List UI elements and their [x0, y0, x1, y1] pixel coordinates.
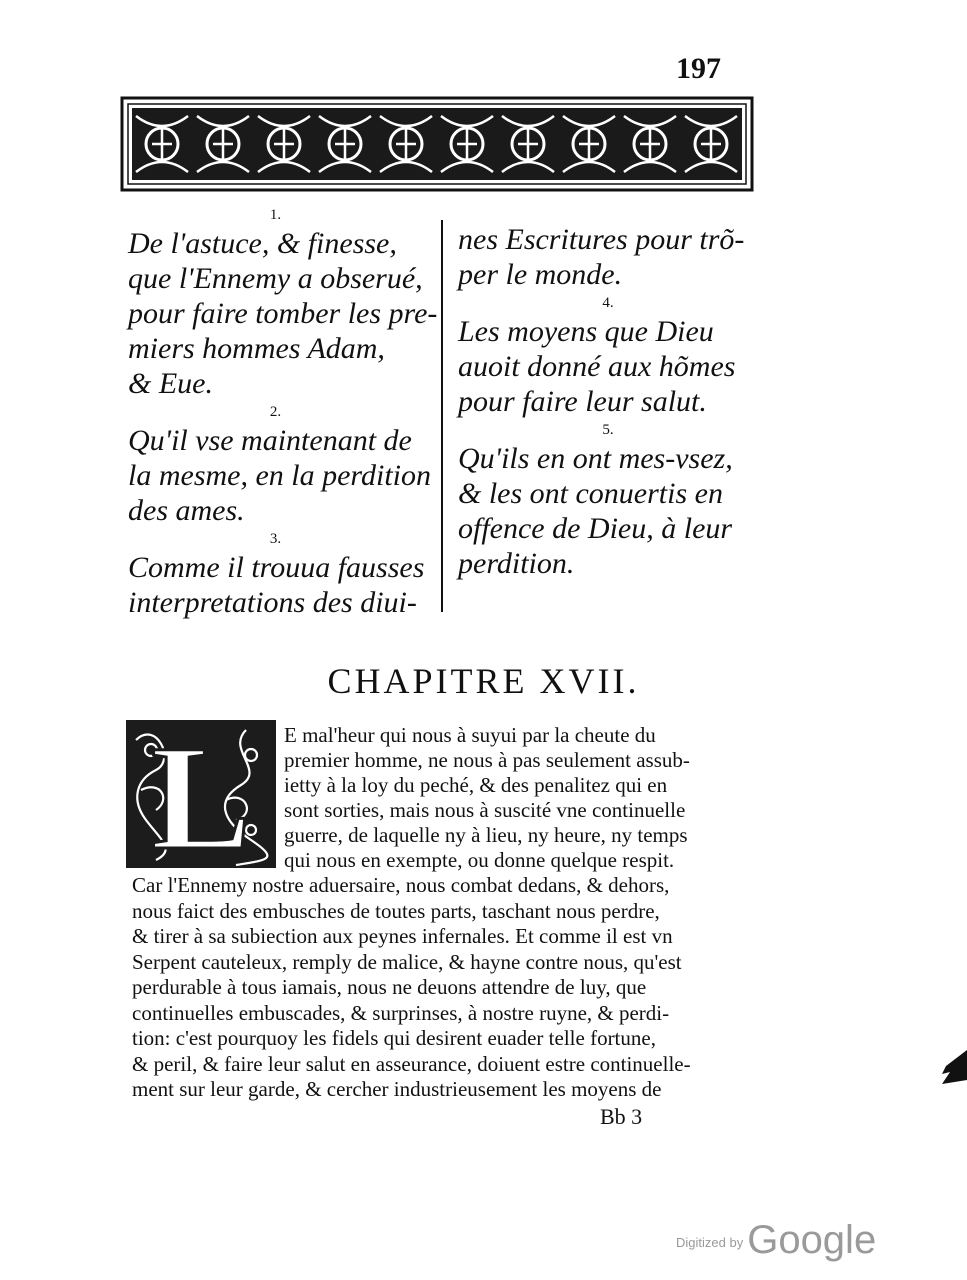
- item-line: la mesme, en la perdition: [128, 459, 432, 492]
- chapter-title: CHAPITRE XVII.: [327, 661, 640, 701]
- item-line: & Eue.: [128, 367, 213, 400]
- item-number: 3.: [269, 531, 282, 547]
- body-line: perdurable à tous iamais, nous ne deuons attendre de luy, que: [132, 975, 647, 999]
- body-line: premier homme, ne nous à pas seulement assub-: [284, 748, 690, 772]
- watermark-brand: Google: [747, 1218, 877, 1262]
- body-line: qui nous en exempte, ou donne quelque respit.: [284, 848, 675, 872]
- item-line: Qu'il vse maintenant de: [128, 424, 412, 457]
- body-line: & tirer à sa subiection aux peynes infernales. Et comme il est vn: [132, 924, 673, 948]
- item-number: 4.: [602, 295, 614, 311]
- body-line: Car l'Ennemy nostre aduersaire, nous combat dedans, & dehors,: [132, 873, 670, 897]
- item-line: interpretations des diui-: [128, 586, 417, 619]
- ornamental-headband-icon: [120, 96, 754, 192]
- decorated-initial-icon: [126, 720, 276, 868]
- item-line: per le monde.: [458, 258, 623, 291]
- item-line: auoit donné aux hõmes: [458, 350, 736, 383]
- item-number: 2.: [269, 404, 282, 420]
- body-line: guerre, de laquelle ny à lieu, ny heure, ny temps: [284, 823, 688, 847]
- body-line: nous faict des embusches de toutes parts, taschant nous perdre,: [132, 898, 660, 923]
- digitized-watermark: [676, 1218, 876, 1263]
- item-number: 5.: [602, 422, 614, 438]
- item-line: offence de Dieu, à leur: [458, 512, 733, 545]
- body-line: E mal'heur qui nous à suyui par la cheute du: [284, 723, 656, 747]
- item-line: De l'astuce, & finesse,: [128, 227, 397, 260]
- item-line: pour faire tomber les pre-: [128, 297, 438, 330]
- body-line: ietty à la loy du peché, & des penalitez qui en: [284, 773, 668, 797]
- page-number: 197: [676, 52, 721, 85]
- item-line: Comme il trouua fausses: [128, 551, 425, 584]
- item-line: Qu'ils en ont mes-vsez,: [458, 442, 733, 475]
- column-divider: [441, 220, 443, 612]
- item-line: des ames.: [128, 494, 245, 527]
- item-line: pour faire leur salut.: [458, 385, 707, 418]
- body-line: & peril, & faire leur salut en asseurance, doiuent estre continuelle-: [132, 1051, 691, 1076]
- body-line: ment sur leur garde, & cercher industrieusement les moyens de: [132, 1077, 662, 1101]
- body-line: tion: c'est pourquoy les fidels qui desirent euader telle fortune,: [132, 1026, 656, 1050]
- page-edge-mark-icon: [938, 1050, 967, 1084]
- watermark-small-text: Digitized by: [676, 1235, 744, 1250]
- item-line: perdition.: [458, 547, 575, 580]
- body-line: sont sorties, mais nous à suscité vne continuelle: [284, 798, 686, 822]
- body-line: Serpent cauteleux, remply de malice, & hayne contre nous, qu'est: [132, 949, 682, 974]
- item-line: nes Escritures pour trõ-: [458, 223, 745, 256]
- summary-left-column: [128, 204, 438, 620]
- item-number: 1.: [269, 207, 282, 223]
- body-line: continuelles embuscades, & surprinses, à nostre ruyne, & perdi-: [132, 1000, 670, 1025]
- signature-mark: Bb 3: [600, 1104, 643, 1129]
- item-line: Les moyens que Dieu: [458, 315, 714, 348]
- svg-text:L: L: [150, 720, 252, 868]
- summary-right-column: [458, 222, 758, 581]
- item-line: que l'Ennemy a obserué,: [128, 262, 423, 295]
- item-line: & les ont conuertis en: [458, 477, 723, 510]
- item-line: miers hommes Adam,: [128, 332, 385, 365]
